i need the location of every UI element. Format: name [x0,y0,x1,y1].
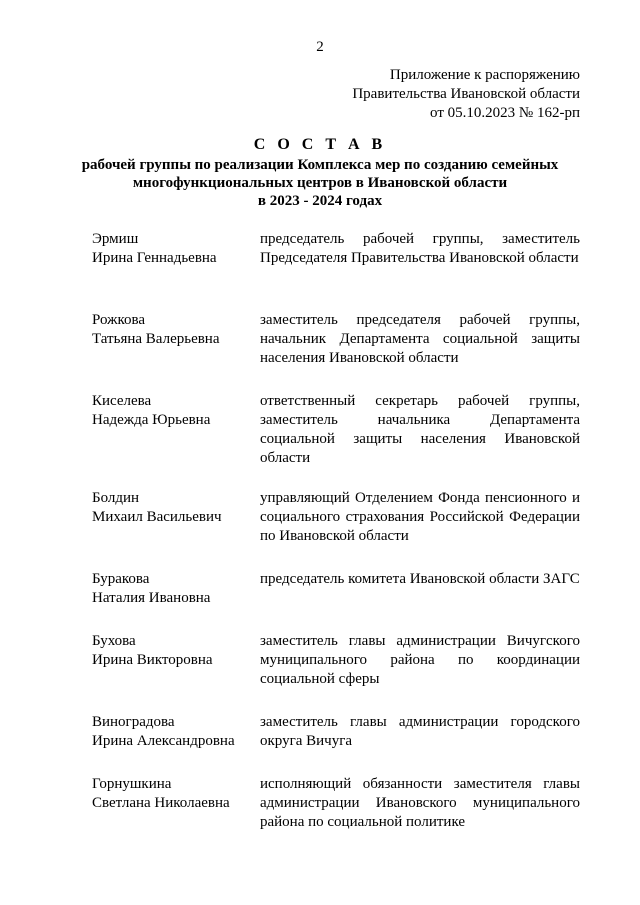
member-given-names: Ирина Викторовна [92,652,213,668]
member-name [92,392,260,468]
member-surname: Киселева [92,393,152,409]
title-heading: С О С Т А В [253,136,387,153]
member-given-names: Михаил Васильевич [92,509,222,525]
member-surname: Болдин [92,490,140,506]
member-surname: Эрмиш [92,231,139,247]
member-name [92,230,260,268]
appendix-line: от 05.10.2023 № 162-рп [430,105,580,121]
appendix-block [280,66,580,123]
member-surname: Виноградова [92,714,175,730]
member-entry [92,632,582,689]
member-role: управляющий Отделением Фонда пенсионного и социального страхования Российской Федерации по Ивановской области [260,490,580,544]
member-role: ответственный секретарь рабочей группы, заместитель начальника Департамента социальной защиты населения Ивановской области [260,393,580,466]
member-given-names: Татьяна Валерьевна [92,331,220,347]
member-entry [92,392,582,468]
member-role: председатель рабочей группы, заместитель Председателя Правительства Ивановской области [260,231,580,266]
title-line: многофункциональных центров в Ивановской области [132,175,508,191]
title-line: рабочей группы по реализации Комплекса мер по созданию семейных [81,157,559,173]
member-name [92,713,260,751]
member-surname: Бухова [92,633,136,649]
member-role: председатель комитета Ивановской области ЗАГС [260,571,580,587]
member-given-names: Светлана Николаевна [92,795,230,811]
member-given-names: Надежда Юрьевна [92,412,211,428]
member-role: заместитель главы администрации городского округа Вичуга [260,714,580,749]
member-name [92,775,260,832]
appendix-line: Правительства Ивановской области [352,86,580,102]
member-entry [92,775,582,832]
member-entry [92,713,582,751]
member-name [92,489,260,546]
member-role: исполняющий обязанности заместителя главы администрации Ивановского муниципального района по социальной политике [260,776,580,830]
member-entry [92,489,582,546]
document-title [0,136,640,210]
member-name [92,632,260,689]
member-entry [92,570,582,608]
member-role: заместитель главы администрации Вичугского муниципального района по координации социальной сферы [260,633,580,687]
member-role: заместитель председателя рабочей группы, начальник Департамента социальной защиты населения Ивановской области [260,312,580,366]
member-surname: Буракова [92,571,150,587]
title-line: в 2023 - 2024 годах [257,193,383,209]
appendix-line: Приложение к распоряжению [389,67,580,83]
member-surname: Рожкова [92,312,146,328]
member-entry [92,230,582,268]
member-given-names: Ирина Александровна [92,733,235,749]
page-number: 2 [316,39,324,55]
member-surname: Горнушкина [92,776,172,792]
member-name [92,311,260,368]
member-given-names: Наталия Ивановна [92,590,211,606]
member-name [92,570,260,608]
member-entry [92,311,582,368]
member-given-names: Ирина Геннадьевна [92,250,217,266]
